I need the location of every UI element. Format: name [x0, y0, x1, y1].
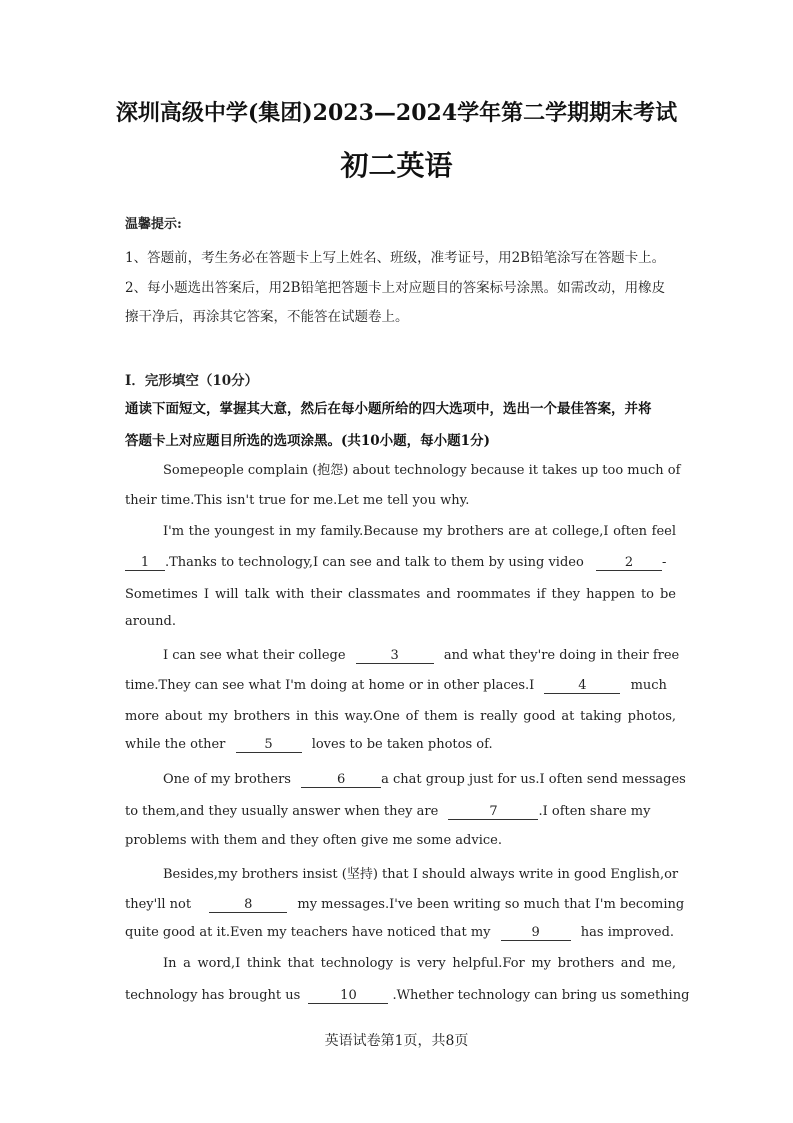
passage-text: -	[661, 555, 667, 570]
passage-line	[125, 988, 690, 1004]
passage-line	[125, 737, 676, 753]
blank-1: 1	[125, 556, 165, 571]
passage-text: and what they're doing in their free	[443, 648, 680, 663]
passage-text: a chat group just for us.I often send messages	[381, 772, 686, 787]
blank-8: 8	[209, 898, 287, 913]
passage-text: quite good at it.Even my teachers have noticed that my	[125, 925, 491, 940]
passage-line: around.	[125, 614, 176, 629]
tip-line-1: 1、答题前，考生务必在答题卡上写上姓名、班级，准考证号，用2B铅笔涂写在答题卡上。	[125, 250, 666, 266]
passage-line: Besides,my brothers insist (坚持) that I should always write in good English,or	[163, 867, 679, 882]
passage-line: their time.This isn't true for me.Let me tell you why.	[125, 493, 470, 508]
instruction-line-2: 答题卡上对应题目所选的选项涂黑。(共10小题，每小题1分)	[125, 433, 490, 449]
blank-10: 10	[308, 989, 388, 1004]
passage-text: technology has brought us	[125, 988, 301, 1003]
passage-text: my messages.I've been writing so much that I'm becoming	[297, 897, 685, 912]
passage-line: Sometimes I will talk with their classmates and roommates if they happen to be	[125, 587, 676, 602]
passage-line: I'm the youngest in my family.Because my brothers are at college,I often feel	[163, 524, 676, 539]
passage-line	[125, 555, 676, 571]
exam-title: 深圳高级中学(集团)2023—2024学年第二学期期末考试	[115, 100, 678, 126]
section-heading: I．完形填空（10分）	[125, 373, 259, 389]
blank-5: 5	[236, 738, 302, 753]
passage-text: .I often share my	[538, 804, 651, 819]
blank-4: 4	[544, 679, 620, 694]
passage-line: In a word,I think that technology is very helpful.For my brothers and me,	[163, 956, 676, 971]
passage-text: time.They can see what I'm doing at home or in other places.I	[125, 678, 535, 693]
passage-text: .Whether technology can bring us something	[392, 988, 690, 1003]
passage-text: they'll not	[125, 897, 192, 912]
passage-text: One of my brothers	[163, 772, 291, 787]
passage-text: to them,and they usually answer when they are	[125, 804, 439, 819]
instruction-line-1: 通读下面短文，掌握其大意，然后在每小题所给的四大选项中，选出一个最佳答案，并将	[125, 401, 652, 417]
blank-7: 7	[448, 805, 538, 820]
page-footer: 英语试卷第1页，共8页	[324, 1033, 469, 1049]
passage-line	[125, 897, 685, 913]
blank-6: 6	[301, 773, 381, 788]
passage-line	[125, 925, 676, 941]
passage-text: while the other	[125, 737, 226, 752]
passage-text: has improved.	[580, 925, 675, 940]
passage-line	[125, 678, 676, 694]
passage-line: more about my brothers in this way.One of them is really good at taking photos,	[125, 709, 676, 724]
passage-line	[163, 772, 686, 788]
passage-line	[163, 648, 680, 664]
passage-line	[125, 804, 676, 820]
passage-text: I can see what their college	[163, 648, 346, 663]
blank-2: 2	[596, 556, 662, 571]
blank-3: 3	[356, 649, 434, 664]
passage-text: .Thanks to technology,I can see and talk to them by using video	[165, 555, 584, 570]
tip-line-2a: 2、每小题选出答案后，用2B铅笔把答题卡上对应题目的答案标号涂黑。如需改动，用橡皮	[125, 280, 666, 296]
tip-line-2b: 擦干净后，再涂其它答案，不能答在试题卷上。	[125, 309, 409, 325]
passage-text: much	[630, 678, 667, 693]
passage-line: problems with them and they often give me some advice.	[125, 833, 502, 848]
exam-subject: 初二英语	[340, 149, 453, 182]
passage-line: Somepeople complain (抱怨) about technology because it takes up too much of	[163, 463, 681, 478]
tips-heading: 温馨提示:	[125, 217, 182, 232]
blank-9: 9	[501, 926, 571, 941]
passage-text: loves to be taken photos of.	[311, 737, 493, 752]
